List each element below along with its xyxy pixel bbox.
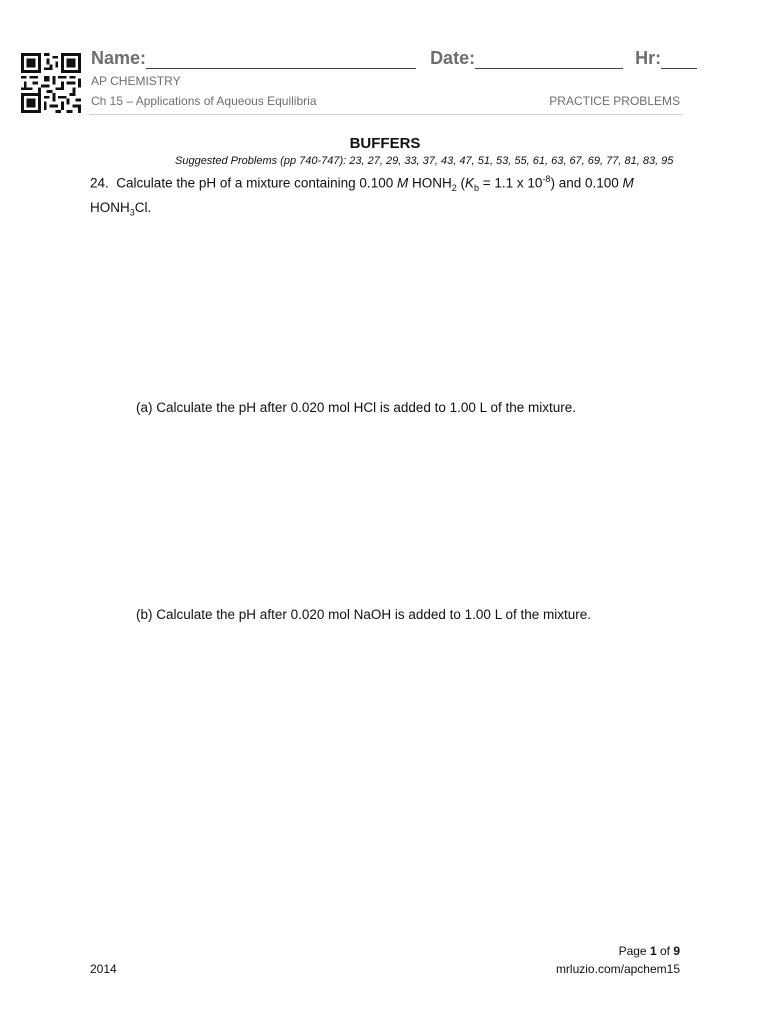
hr-label: Hr: — [635, 48, 662, 68]
question-24 — [90, 169, 690, 223]
formula-subscript: 3 — [129, 207, 135, 218]
k-symbol: K — [464, 175, 474, 191]
question-text: = 1.1 x 10 — [479, 175, 543, 191]
name-field[interactable] — [146, 50, 416, 69]
chapter-title: Ch 15 – Applications of Aqueous Equilibria — [91, 94, 317, 108]
formula-subscript: 2 — [451, 183, 457, 194]
page-of: of — [656, 944, 674, 958]
question-text: ) and 0.100 — [550, 175, 623, 191]
formula-text: HONH — [90, 200, 130, 216]
date-label: Date: — [430, 48, 476, 68]
date-field[interactable] — [475, 50, 623, 69]
page-label: Page — [618, 944, 650, 958]
question-line-2 — [90, 198, 690, 223]
part-b: (b) Calculate the pH after 0.020 mol NaOH is added to 1.00 L of the mixture. — [136, 607, 591, 622]
footer-url: mrluzio.com/apchem15 — [555, 962, 680, 976]
header-divider — [89, 114, 682, 115]
molarity-symbol: M — [396, 175, 409, 191]
formula-text: Cl. — [134, 200, 152, 216]
section-title: BUFFERS — [349, 135, 421, 152]
question-text: ( — [456, 175, 465, 191]
qr-code-icon — [21, 50, 81, 116]
page-total: 9 — [673, 944, 680, 958]
header-fields — [91, 48, 697, 69]
question-number: 24. — [90, 175, 109, 191]
molarity-symbol: M — [622, 175, 634, 191]
course-name: AP CHEMISTRY — [91, 74, 181, 88]
suggested-problems: Suggested Problems (pp 740-747): 23, 27, 29, 33, 37, 43, 47, 51, 53, 55, 61, 63, 67, 69, 77, 81, 83, 95 — [175, 155, 674, 167]
question-line-1 — [90, 169, 690, 198]
exponent: -8 — [542, 174, 551, 184]
page-current: 1 — [649, 944, 657, 958]
formula-text: HONH — [408, 175, 452, 191]
k-subscript: b — [474, 183, 480, 194]
doc-type: PRACTICE PROBLEMS — [549, 94, 680, 108]
footer-year: 2014 — [90, 962, 117, 976]
question-text: Calculate the pH of a mixture containing 0.100 — [116, 175, 397, 191]
page-indicator — [619, 944, 680, 958]
part-a: (a) Calculate the pH after 0.020 mol HCl is added to 1.00 L of the mixture. — [136, 400, 576, 415]
name-label: Name: — [91, 48, 147, 68]
hr-field[interactable] — [661, 50, 697, 69]
